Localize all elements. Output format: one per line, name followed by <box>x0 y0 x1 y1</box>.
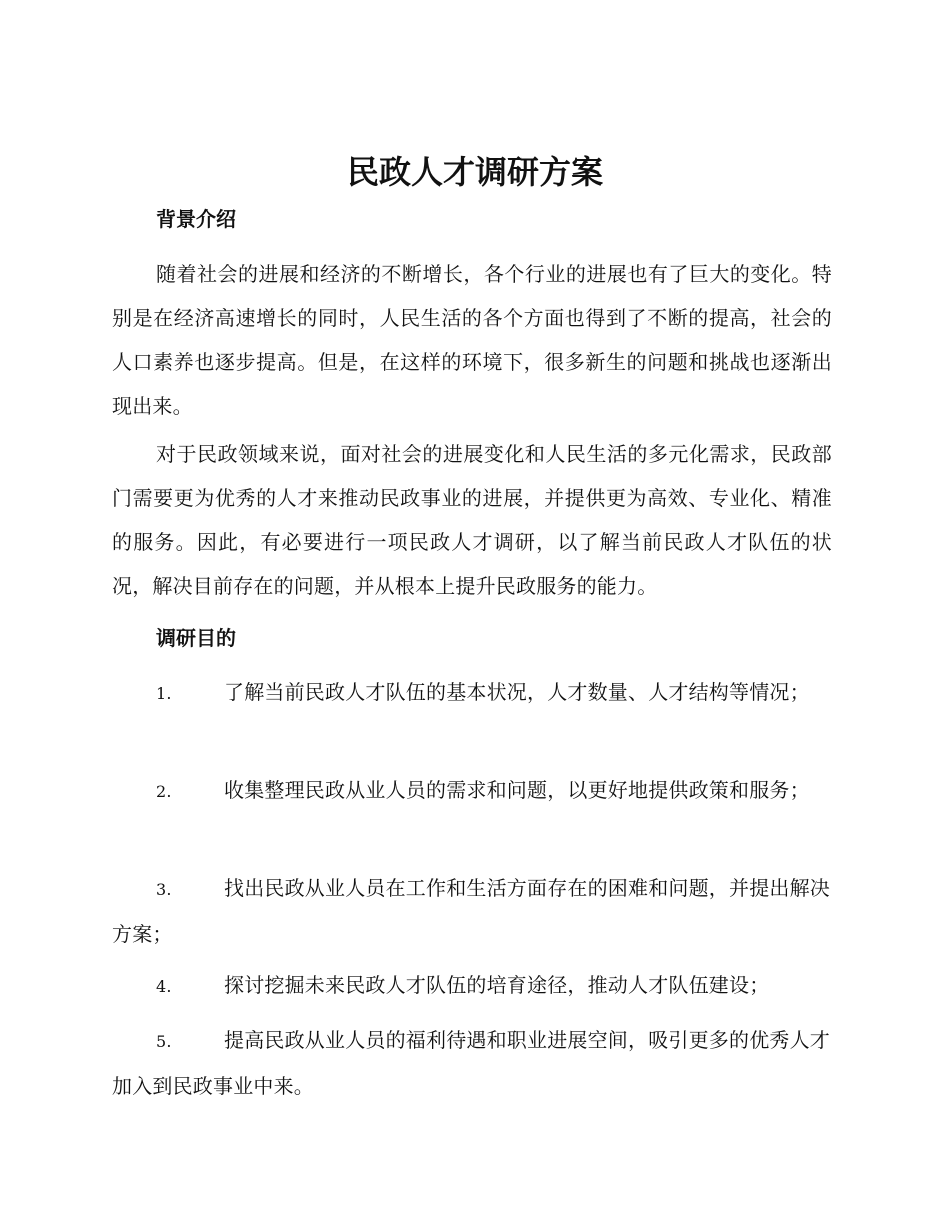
list-item-text: 收集整理民政从业人员的需求和问题，以更好地提供政策和服务； <box>224 778 810 802</box>
list-item-text: 了解当前民政人才队伍的基本状况，人才数量、人才结构等情况； <box>224 680 810 704</box>
list-item <box>112 670 832 716</box>
list-item-number: 5. <box>156 1032 172 1051</box>
background-paragraph-1: 随着社会的进展和经济的不断增长，各个行业的进展也有了巨大的变化。特别是在经济高速增长的同时，人民生活的各个方面也得到了不断的提高，社会的人口素养也逐步提高。但是，在这样的环境下，很多新生的问题和挑战也逐渐出现出来。 <box>112 262 832 418</box>
list-item <box>112 768 832 814</box>
list-item <box>112 963 832 1009</box>
section-heading-background: 背景介绍 <box>156 207 236 231</box>
list-item <box>112 1018 832 1108</box>
list-item <box>112 866 832 956</box>
list-item-number: 1. <box>156 684 172 703</box>
background-paragraph-2: 对于民政领域来说，面对社会的进展变化和人民生活的多元化需求，民政部门需要更为优秀的人才来推动民政事业的进展，并提供更为高效、专业化、精准的服务。因此，有必要进行一项民政人才调研，以了解当前民政人才队伍的状况，解决目前存在的问题，并从根本上提升民政服务的能力。 <box>112 442 832 598</box>
list-item-text: 提高民政从业人员的福利待遇和职业进展空间，吸引更多的优秀人才加入到民政事业中来。 <box>112 1028 830 1098</box>
list-item-number: 2. <box>156 782 172 801</box>
list-item-text: 探讨挖掘未来民政人才队伍的培育途径，推动人才队伍建设； <box>224 973 770 997</box>
list-item-number: 3. <box>156 880 172 899</box>
document-title: 民政人才调研方案 <box>346 153 603 191</box>
list-item-number: 4. <box>156 977 172 996</box>
list-item-text: 找出民政从业人员在工作和生活方面存在的困难和问题，并提出解决方案； <box>112 876 830 946</box>
section-heading-purpose: 调研目的 <box>156 626 236 650</box>
